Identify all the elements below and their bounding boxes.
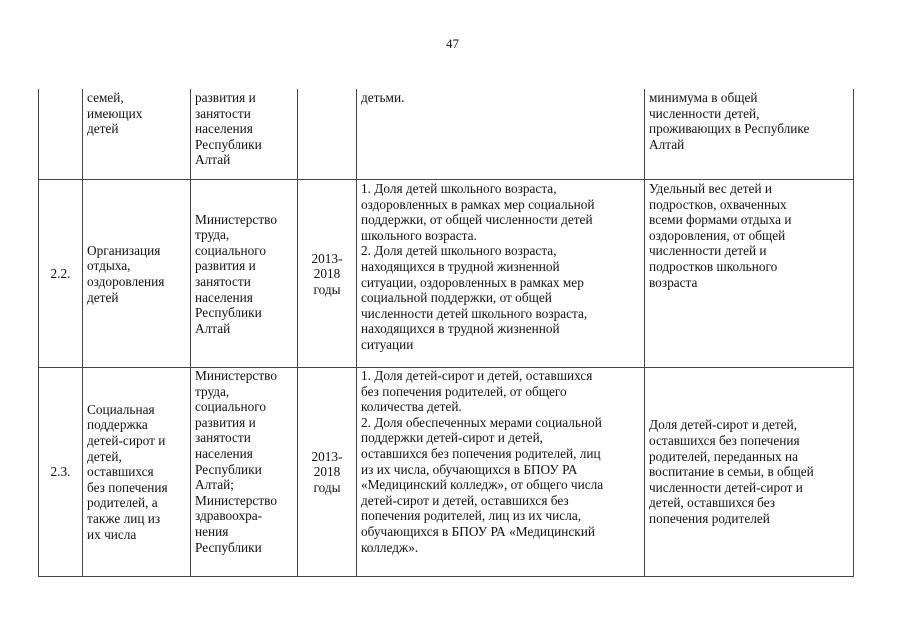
- result-cell: [645, 89, 854, 180]
- indicators-cell: [357, 368, 645, 577]
- cell-line: оздоровления: [87, 274, 165, 289]
- row-number-cell: [39, 180, 83, 368]
- cell-line: численности детей-сирот и: [649, 479, 803, 495]
- table-row: [39, 368, 854, 577]
- cell-line: социального: [195, 242, 267, 258]
- cell-line: поддержки, от общей численности детей: [361, 212, 593, 228]
- cell-line: Алтай: [649, 136, 685, 152]
- cell-line: населения: [195, 445, 253, 461]
- cell-line: Республики: [195, 305, 262, 321]
- cell-line: занятости: [195, 430, 251, 446]
- cell-line: 2. Доля детей школьного возраста,: [361, 243, 557, 259]
- cell-line: оставшихся: [87, 464, 154, 480]
- cell-line: детей: [87, 289, 119, 305]
- cell-line: населения: [195, 289, 253, 305]
- cell-line: всеми формами отдыха и: [649, 212, 792, 228]
- cell-line: детей,: [87, 448, 122, 464]
- cell-line: 2.2.: [50, 265, 71, 281]
- page-number: 47: [446, 36, 459, 51]
- cell-line: подростков, охваченных: [649, 196, 787, 212]
- cell-line: годы: [313, 281, 341, 297]
- cell-line: имеющих: [87, 105, 143, 121]
- cell-line: занятости: [195, 105, 251, 121]
- measure-name-cell: [83, 180, 191, 368]
- cell-line: годы: [313, 479, 341, 495]
- cell-line: родителей, а: [87, 495, 158, 511]
- cell-line: оставшихся без попечения родителей, лиц: [361, 445, 601, 461]
- cell-line: 2013-: [311, 448, 343, 464]
- years-cell: [298, 89, 357, 180]
- measure-name-cell: [83, 368, 191, 577]
- cell-line: обучающихся в БПОУ РА «Медицинский: [361, 523, 595, 539]
- cell-line: развития и: [195, 90, 256, 105]
- cell-line: детей-сирот и: [87, 433, 166, 449]
- cell-line: численности детей,: [649, 105, 760, 121]
- cell-line: оздоровления, от общей: [649, 227, 786, 243]
- cell-line: социального: [195, 399, 267, 415]
- measure-name-cell: [83, 89, 191, 180]
- cell-line: оставшихся без попечения: [649, 433, 800, 449]
- cell-line: Республики: [195, 539, 262, 555]
- cell-line: также лиц из: [87, 510, 161, 526]
- cell-line: развития и: [195, 258, 256, 274]
- cell-line: детьми.: [361, 90, 405, 105]
- cell-line: поддержки детей-сирот и детей,: [361, 430, 544, 446]
- cell-line: труда,: [195, 227, 230, 243]
- cell-line: количества детей.: [361, 399, 462, 415]
- cell-line: Министерство: [195, 492, 277, 508]
- cell-line: Удельный вес детей и: [649, 181, 773, 196]
- table-row: [39, 180, 854, 368]
- row-number-cell: [39, 89, 83, 180]
- cell-line: Доля детей-сирот и детей,: [649, 417, 798, 433]
- indicators-cell: [357, 180, 645, 368]
- cell-line: Алтай: [195, 320, 231, 336]
- cell-line: проживающих в Республике: [649, 121, 810, 137]
- cell-line: 2013-: [311, 250, 343, 266]
- cell-line: населения: [195, 121, 253, 137]
- cell-line: Алтай;: [195, 477, 234, 493]
- cell-line: нения: [195, 523, 229, 539]
- cell-line: Республики: [195, 136, 262, 152]
- cell-line: развития и: [195, 414, 256, 430]
- cell-line: без попечения родителей, от общего: [361, 383, 567, 399]
- executor-cell: [191, 368, 298, 577]
- cell-line: 2. Доля обеспеченных мерами социальной: [361, 414, 602, 430]
- result-cell: [645, 180, 854, 368]
- years-cell: [298, 180, 357, 368]
- cell-line: воспитание в семьи, в общей: [649, 464, 814, 480]
- program-table: [38, 89, 854, 577]
- cell-line: Социальная: [87, 401, 155, 417]
- cell-line: «Медицинский колледж», от общего числа: [361, 477, 604, 493]
- cell-line: родителей, переданных на: [649, 448, 799, 464]
- result-cell: [645, 368, 854, 577]
- cell-line: Министерство: [195, 368, 277, 383]
- cell-line: оздоровленных в рамках мер социальной: [361, 196, 595, 212]
- cell-line: здравоохра-: [195, 508, 263, 524]
- cell-line: находящихся в трудной жизненной: [361, 258, 560, 274]
- cell-line: их числа: [87, 526, 137, 542]
- cell-line: численности детей школьного возраста,: [361, 305, 588, 321]
- cell-line: из их числа, обучающихся в БПОУ РА: [361, 461, 578, 477]
- cell-line: Министерство: [195, 211, 277, 227]
- cell-line: численности детей и: [649, 243, 767, 259]
- cell-line: школьного возраста.: [361, 227, 477, 243]
- cell-line: отдыха,: [87, 258, 131, 274]
- cell-line: детей: [87, 121, 119, 137]
- cell-line: занятости: [195, 274, 251, 289]
- cell-line: ситуации, оздоровленных в рамках мер: [361, 274, 584, 290]
- cell-line: Организация: [87, 242, 161, 258]
- cell-line: детей-сирот и детей, оставшихся без: [361, 492, 569, 508]
- executor-cell: [191, 89, 298, 180]
- cell-line: 2018: [313, 266, 341, 282]
- cell-line: колледж».: [361, 539, 419, 555]
- cell-line: попечения родителей: [649, 510, 770, 526]
- cell-line: 1. Доля детей школьного возраста,: [361, 181, 557, 196]
- executor-cell: [191, 180, 298, 368]
- cell-line: минимума в общей: [649, 90, 758, 105]
- cell-line: 2.3.: [50, 464, 71, 480]
- years-cell: [298, 368, 357, 577]
- cell-line: подростков школьного: [649, 258, 778, 274]
- table-row: [39, 89, 854, 180]
- cell-line: возраста: [649, 274, 698, 290]
- cell-line: поддержка: [87, 417, 148, 433]
- cell-line: социальной поддержки, от общей: [361, 290, 552, 306]
- cell-line: труда,: [195, 383, 230, 399]
- cell-line: Республики: [195, 461, 262, 477]
- indicators-cell: [357, 89, 645, 180]
- cell-line: ситуации: [361, 336, 414, 352]
- cell-line: 1. Доля детей-сирот и детей, оставшихся: [361, 368, 593, 383]
- cell-line: 2018: [313, 464, 341, 480]
- cell-line: находящихся в трудной жизненной: [361, 321, 560, 337]
- cell-line: детей, оставшихся без: [649, 495, 776, 511]
- cell-line: попечения родителей, лиц из их числа,: [361, 508, 582, 524]
- cell-line: без попечения: [87, 479, 168, 495]
- cell-line: Алтай: [195, 152, 231, 168]
- cell-line: семей,: [87, 90, 124, 105]
- row-number-cell: [39, 368, 83, 577]
